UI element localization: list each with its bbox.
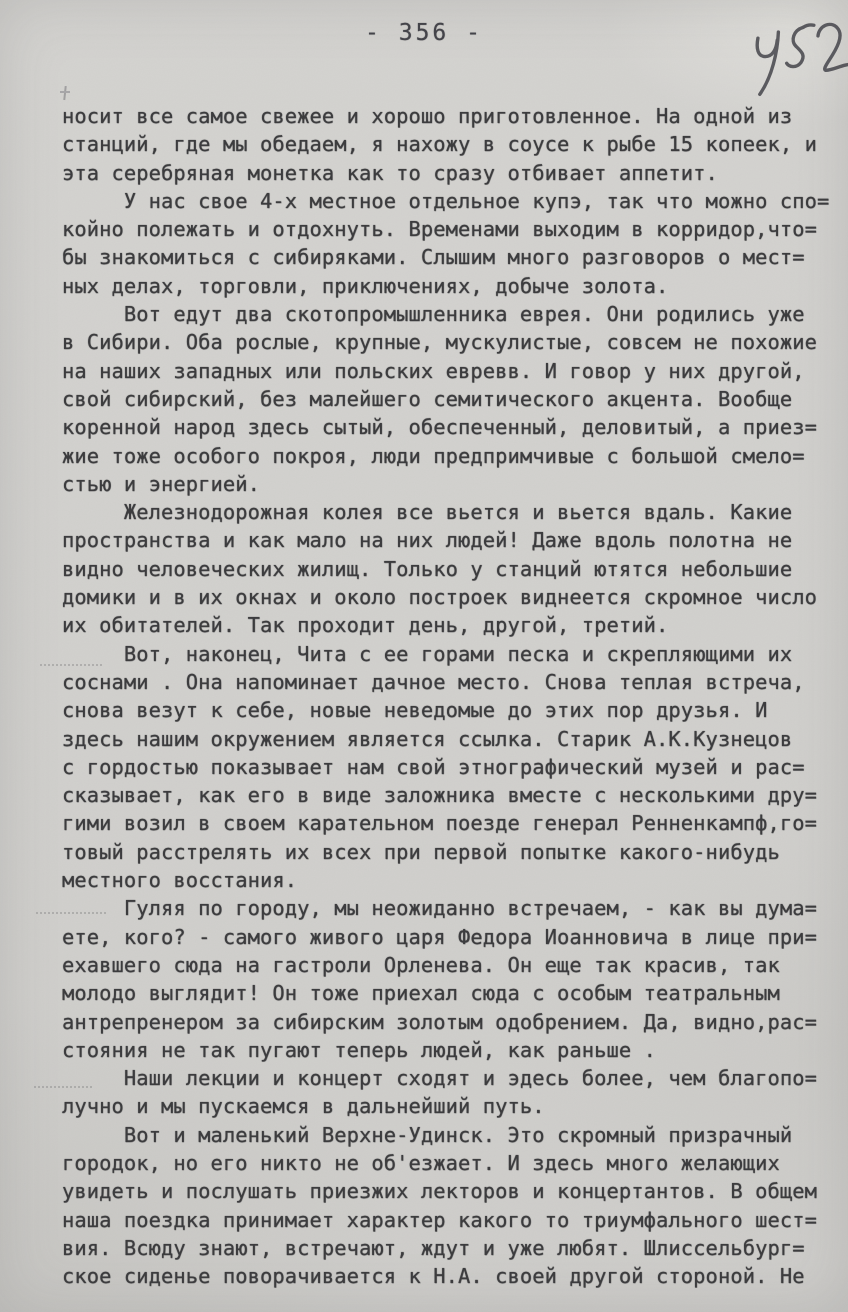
handwritten-digits-drawing xyxy=(739,3,848,110)
handwritten-page-number xyxy=(739,3,848,110)
pencil-mark xyxy=(60,86,70,100)
page-number-header: - 356 - xyxy=(365,20,483,46)
typescript-body-text: носит все самое свежее и хорошо приготовленное. На одной из станций, где мы обедаем, я нахожу в соусе к рыбе 15 копеек, и эта серебряная монетка как то сразу отбивает аппетит. У нас свое 4-х местное отдельное купэ, так что можно спо= койно полежать и отдохнуть. Временами выходим в корридор,что= бы знакомиться с сибиряками. Слышим много разговоров о мест= ных делах, торговли, приключениях, добыче золота. Вот едут два скотопромышленника еврея. Они родились уже в Сибири. Оба рослые, крупные, мускулистые, совсем не похожие на наших западных или польских евревв. И говор у них другой, свой сибирский, без малейшего семитического акцента. Вообще коренной народ здесь сытый, обеспеченный, деловитый, а приез= жие тоже особого покроя, люди предпримчивые с большой смело= стью и энергией. Железнодорожная колея все вьется и вьется вдаль. Какие пространства и как мало на них людей! Даже вдоль полотна не видно человеческих жилищ. Только у станций ютятся небольшие домики и в их окнах и около построек виднеется скромное число их обитателей. Так проходит день, другой, третий. Вот, наконец, Чита с ее горами песка и скрепляющими их соснами . Она напоминает дачное место. Снова теплая встреча, снова везут к себе, новые неведомые до этих пор друзья. И здесь нашим окружением является ссылка. Старик А.К.Кузнецов с гордостью показывает нам свой этнографический музей и рас= сказывает, как его в виде заложника вместе с несколькими дру= гими возил в своем карательном поезде генерал Ренненкампф,го= товый расстрелять их всех при первой попытке какого-нибудь местного восстания. Гуляя по городу, мы неожиданно встречаем, - как вы дума= ете, кого? - самого живого царя Федора Иоанновича в лице при= ехавшего сюда на гастроли Орленева. Он еще так красив, так молодо выглядит! Он тоже приехал сюда с особым театральным антрепренером за сибирским золотым одобрением. Да, видно,рас= стояния не так пугают теперь людей, как раньше . Наши лекции и концерт сходят и эдесь более, чем благопо= лучно и мы пускаемся в дальнейший путь. Вот и маленький Верхне-Удинск. Это скромный призрачный городок, но его никто не об'езжает. И здесь много желающих увидеть и послушать приезжих лекторов и концертантов. В общем наша поездка принимает характер какого то триумфального шест= вия. Всюду знают, встречают, ждут и уже любят. Шлиссельбург= ское сиденье поворачивается к Н.А. своей другой стороной. Не xyxy=(62,104,830,1289)
